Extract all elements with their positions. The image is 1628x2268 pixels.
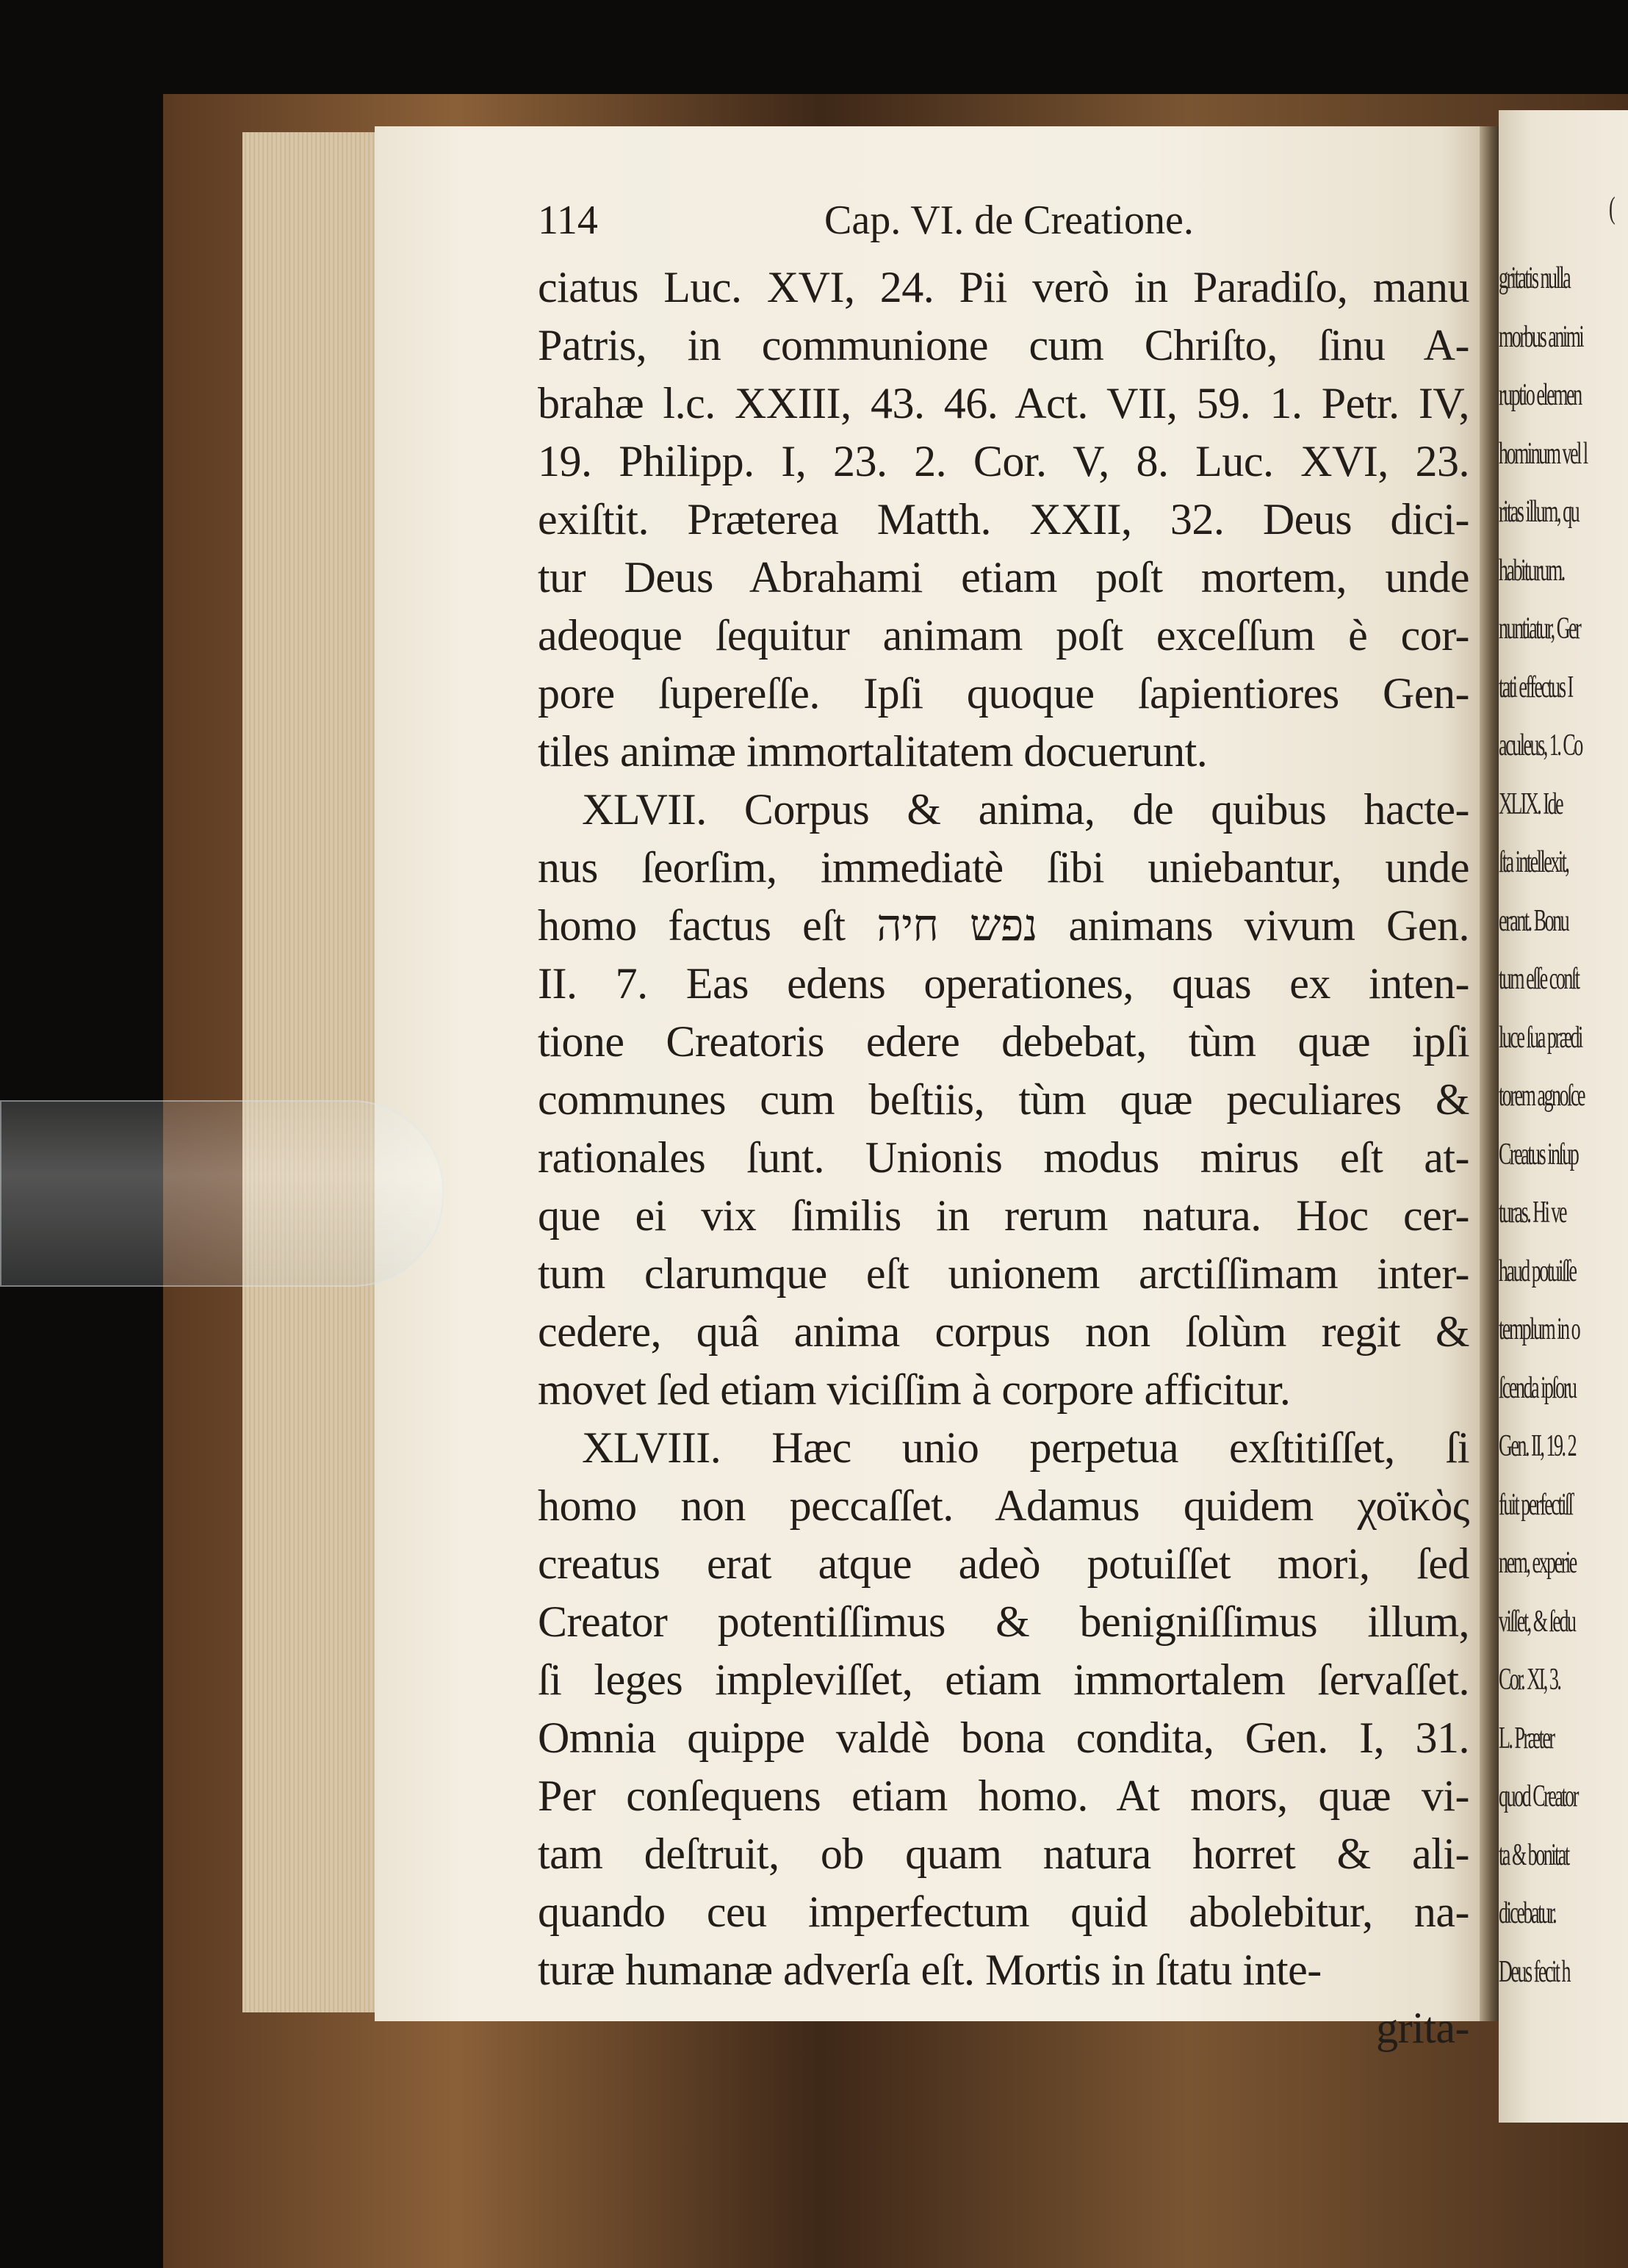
text-line: tam deſtruit, ob quam natura horret & ali- [538,1830,1469,1878]
text-line: XLVIII. Hæc unio perpetua exſtitiſſet, ſi [582,1423,1469,1472]
text-line: que ei vix ſimilis in rerum natura. Hoc cer- [538,1191,1469,1240]
right-page-line: ſta intellexit, [1499,845,1568,879]
right-page-line: quod Creator [1499,1780,1577,1813]
text-line: turæ humanæ adverſa eſt. Mortis in ſtatu inte- [538,1946,1322,1994]
page-number: 114 [538,198,598,243]
right-page-line: tum eſſe conſt [1499,962,1579,996]
right-page-line: L. Præter [1499,1721,1554,1755]
page-edges [242,132,382,2012]
right-page-line: ta & bonitat [1499,1838,1568,1872]
right-page-line: turas. Hi ve [1499,1196,1566,1229]
text-line: II. 7. Eas edens operationes, quas ex inten- [538,959,1469,1008]
right-page-line: ( [1609,192,1614,225]
text-line: Patris, in communione cum Chriſto, ſinu A- [538,321,1469,369]
right-page-line: Cor. XI, 3. [1499,1663,1560,1697]
text-line: homo factus eſt נפש חיה animans vivum Gen. [538,901,1469,950]
right-page-line: Gen. II, 19. 2 [1499,1429,1576,1463]
right-page-line: torem agnoſce [1499,1079,1584,1113]
text-line: exiſtit. Præterea Matth. XXII, 32. Deus dici- [538,495,1469,543]
text-line: tiles animæ immortalitatem docuerunt. [538,727,1208,776]
right-page-line: ritas illum, qu [1499,495,1579,529]
text-line: Creator potentiſſimus & benigniſſimus illum, [538,1597,1469,1646]
chapter-title: Cap. VI. de Creatione. [824,198,1194,243]
right-page-line: Creatus inſup [1499,1137,1578,1171]
plastic-clip [0,1100,444,1287]
page-text [538,197,1469,2057]
right-page-line: aculeus, 1. Co [1499,729,1582,762]
right-page-fragment [1499,110,1628,2123]
right-page-line: habiturum. [1499,553,1564,588]
text-line: creatus erat atque adeò potuiſſet mori, ſed [538,1539,1469,1588]
text-line: grita- [1376,2004,1469,2052]
right-page-line: hominum vel l [1499,436,1587,471]
text-line: tur Deus Abrahami etiam poſt mortem, unde [538,553,1469,602]
text-line: adeoque ſequitur animam poſt exceſſum è cor- [538,611,1469,660]
text-line: 19. Philipp. I, 23. 2. Cor. V, 8. Luc. XVI, 23. [538,437,1469,485]
text-line: movet ſed etiam viciſſim à corpore afficitur. [538,1365,1291,1414]
text-line: ſi leges impleviſſet, etiam immortalem ſervaſſet. [538,1655,1469,1704]
text-line: XLVII. Corpus & anima, de quibus hacte- [582,785,1469,834]
text-line: pore ſupereſſe. Ipſi quoque ſapientiores Gen- [538,669,1469,718]
text-line: Omnia quippe valdè bona condita, Gen. I, 31. [538,1713,1469,1762]
right-page-line: templum in o [1499,1312,1580,1346]
right-page-line: ſcenda ipſoru [1499,1370,1576,1405]
right-page-line: morbus animi [1499,319,1583,354]
text-line: nus ſeorſim, immediatè ſibi uniebantur, unde [538,843,1469,892]
text-line: communes cum beſtiis, tùm quæ peculiares & [538,1075,1469,1124]
text-line: tione Creatoris edere debebat, tùm quæ ipſi [538,1017,1469,1066]
right-page-line: nuntiatur, Ger [1499,612,1580,646]
right-page-line: ruptio elemen [1499,378,1581,412]
text-line: ciatus Luc. XVI, 24. Pii verò in Paradiſo, manu [538,263,1469,311]
right-page-line: viſſet, & ſedu [1499,1604,1575,1639]
right-page-line: haud potuiſſe [1499,1254,1576,1288]
text-line: cedere, quâ anima corpus non ſolùm regit & [538,1307,1469,1356]
right-page-line: fuit perfectiſſ [1499,1487,1572,1522]
right-page-line: nem, experie [1499,1546,1576,1580]
right-page-line: XLIX. Ide [1499,787,1563,821]
body-text [538,259,1469,2057]
text-line: Per conſequens etiam homo. At mors, quæ vi- [538,1772,1469,1820]
text-line: rationales ſunt. Unionis modus mirus eſt at- [538,1133,1469,1182]
right-page-line: Deus fecit h [1499,1954,1570,1989]
right-page-line: erant. Bonu [1499,903,1568,938]
right-page-line: luce ſua prædi [1499,1020,1582,1055]
text-line: quando ceu imperfectum quid abolebitur, na- [538,1888,1469,1936]
right-page-line: dicebatur. [1499,1896,1556,1930]
running-head [538,197,1469,259]
text-line: brahæ l.c. XXIII, 43. 46. Act. VII, 59. 1. Petr. IV, [538,379,1469,427]
text-line: homo non peccaſſet. Adamus quidem χοϊκὸς [538,1481,1469,1530]
right-page-line: gritatis nulla [1499,261,1570,295]
text-line: tum clarumque eſt unionem arctiſſimam inter- [538,1249,1469,1298]
right-page-line: tati effectus I [1499,670,1572,704]
